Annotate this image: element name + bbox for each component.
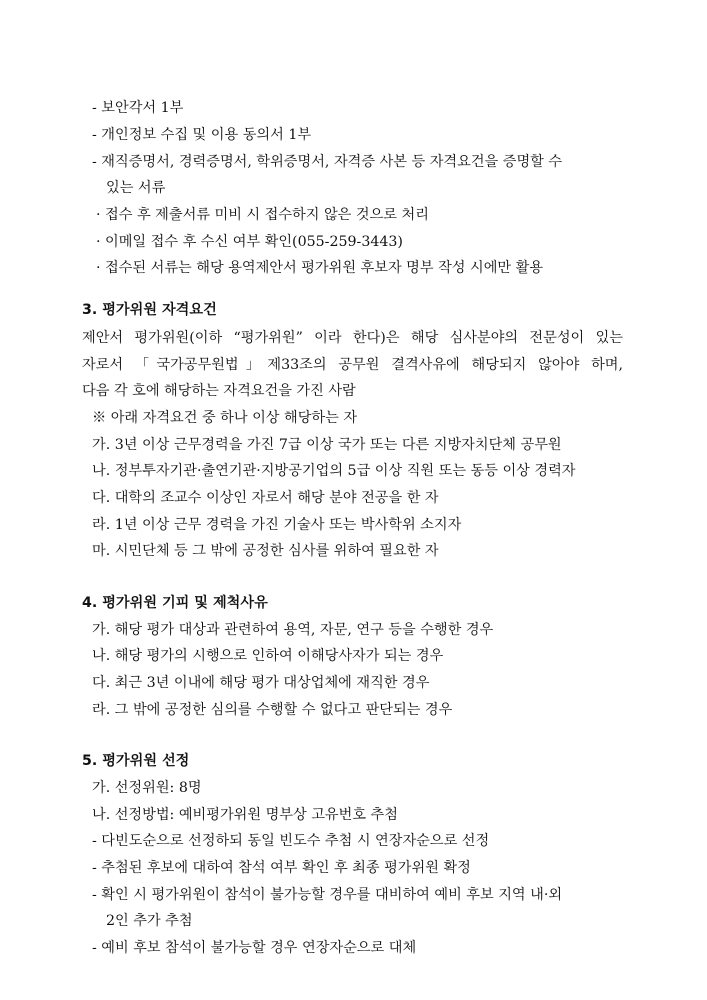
section-3-heading: 3. 평가위원 자격요건 <box>82 302 217 318</box>
section-3-intro-line: 다음 각 호에 해당하는 자격요건을 가진 사람 <box>82 383 356 399</box>
section-5-item: 가. 선정위원: 8명 <box>92 780 202 796</box>
section-3-item: 라. 1년 이상 근무 경력을 가진 기술사 또는 박사학위 소지자 <box>92 517 462 533</box>
section-4-heading: 4. 평가위원 기피 및 제척사유 <box>82 595 268 611</box>
section-5-sub-item: - 추첨된 후보에 대하여 참석 여부 확인 후 최종 평가위원 확정 <box>92 860 471 876</box>
section-5-sub-item: - 다빈도순으로 선정하되 동일 빈도수 추첨 시 연장자순으로 선정 <box>92 833 490 849</box>
doc-list-item-continuation: 있는 서류 <box>106 180 166 196</box>
doc-list-note: · 접수 후 제출서류 미비 시 접수하지 않은 것으로 처리 <box>96 207 429 223</box>
section-3-item: 다. 대학의 조교수 이상인 자로서 해당 분야 전공을 한 자 <box>92 490 439 506</box>
doc-list-item: - 개인정보 수집 및 이용 동의서 1부 <box>92 127 312 143</box>
section-3-item: 마. 시민단체 등 그 밖에 공정한 심사를 위하여 필요한 자 <box>92 543 439 559</box>
section-5-item: 나. 선정방법: 예비평가위원 명부상 고유번호 추첨 <box>92 807 398 823</box>
section-4-item: 나. 해당 평가의 시행으로 인하여 이해당사자가 되는 경우 <box>92 648 444 664</box>
doc-list-item: - 재직증명서, 경력증명서, 학위증명서, 자격증 사본 등 자격요건을 증명할 수 <box>92 154 563 170</box>
doc-list-note: · 접수된 서류는 해당 용역제안서 평가위원 후보자 명부 작성 시에만 활용 <box>96 260 544 276</box>
section-5-heading: 5. 평가위원 선정 <box>82 753 190 769</box>
section-5-sub-item: - 예비 후보 참석이 불가능할 경우 연장자순으로 대체 <box>92 940 417 956</box>
doc-list-note: · 이메일 접수 후 수신 여부 확인(055-259-3443) <box>96 234 403 250</box>
section-3-intro-line: 제안서 평가위원(이하 “평가위원” 이라 한다)은 해당 심사분야의 전문성이 있는 <box>82 330 623 346</box>
section-3-item: 가. 3년 이상 근무경력을 가진 7급 이상 국가 또는 다른 지방자치단체 공무원 <box>92 437 562 453</box>
section-4-item: 라. 그 밖에 공정한 심의를 수행할 수 없다고 판단되는 경우 <box>92 702 453 718</box>
section-3-note: ※ 아래 자격요건 중 하나 이상 해당하는 자 <box>92 410 358 426</box>
section-5-sub-item: - 확인 시 평가위원이 참석이 불가능할 경우를 대비하여 예비 후보 지역 내·외 <box>92 887 563 903</box>
section-4-item: 가. 해당 평가 대상과 관련하여 용역, 자문, 연구 등을 수행한 경우 <box>92 622 494 638</box>
doc-list-item: - 보안각서 1부 <box>92 100 184 116</box>
section-5-sub-item-continuation: 2인 추가 추첨 <box>106 913 193 929</box>
section-3-intro-line: 자로서 「국가공무원법」제33조의 공무원 결격사유에 해당되지 않아야 하며, <box>82 357 623 373</box>
section-4-item: 다. 최근 3년 이내에 해당 평가 대상업체에 재직한 경우 <box>92 675 430 691</box>
section-3-item: 나. 정부투자기관·출연기관·지방공기업의 5급 이상 직원 또는 동등 이상 경력자 <box>92 463 576 479</box>
